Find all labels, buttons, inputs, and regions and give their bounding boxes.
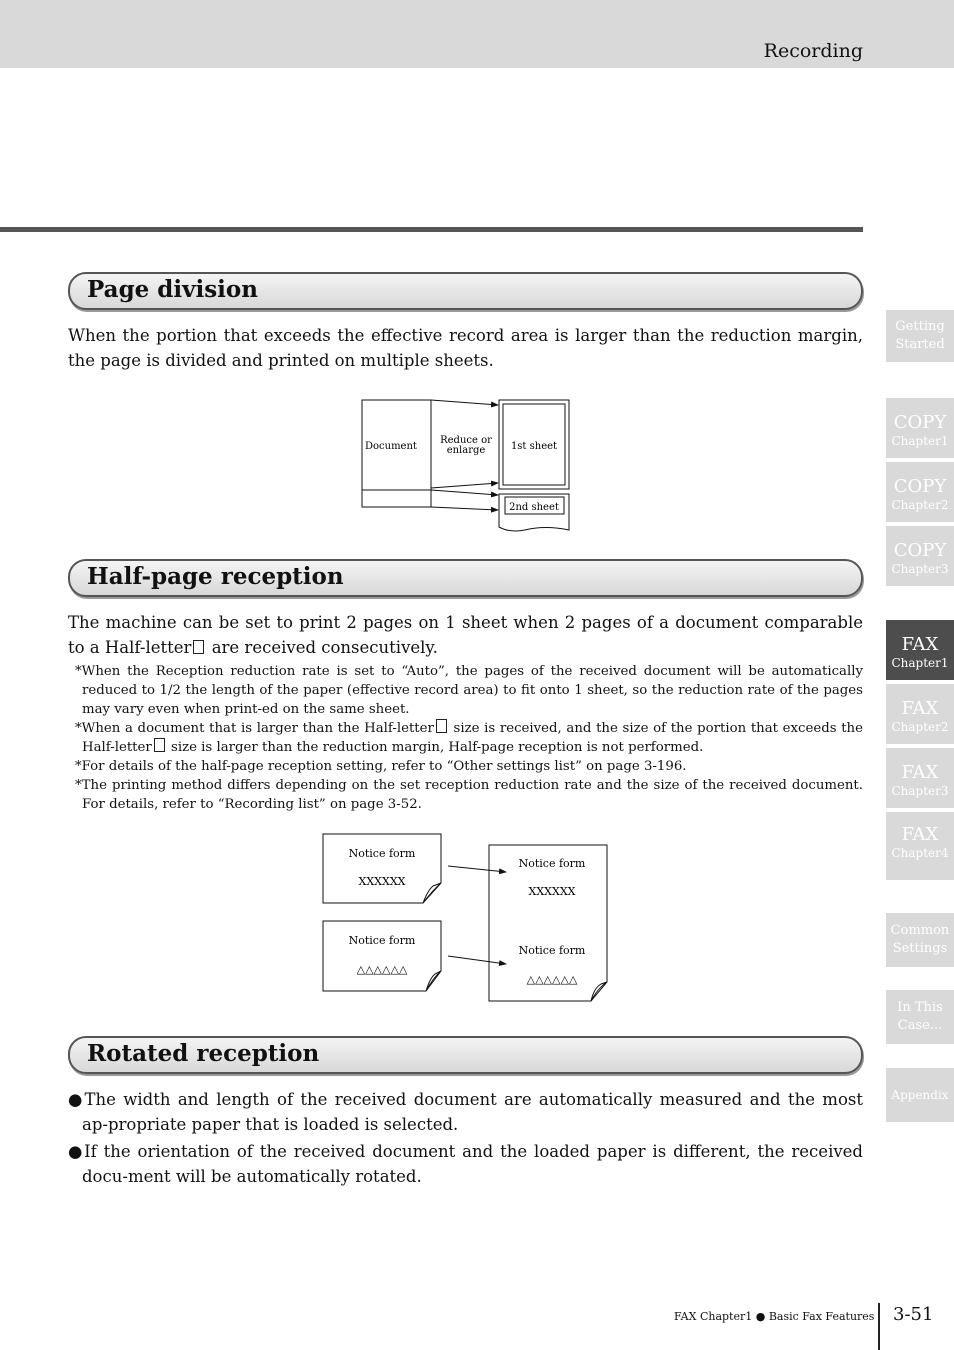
tab-copy-chapter2[interactable]: COPY Chapter2 xyxy=(886,462,954,522)
svg-text:Reduce or: Reduce or xyxy=(440,435,492,446)
label-1st-sheet: 1st sheet xyxy=(510,441,558,452)
section-heading-rotated xyxy=(68,1036,863,1074)
section-heading-page-division xyxy=(68,272,863,310)
note-1: *When the Reception reduction rate is set to “Auto”, the pages of the received document will be automatically reduced to 1/2 the length of the paper (effective record area) to fit onto 1 sheet, so the reduction rate of the pages may vary even when print-ed on the same sheet. xyxy=(75,664,863,717)
note-4: *The printing method differs depending on the set reception reduction rate and the size of the received document. For details, refer to “Recording list” on page 3-52. xyxy=(75,778,863,812)
tab-fax-chapter1[interactable]: FAX Chapter1 xyxy=(886,620,954,680)
page-division-text: When the portion that exceeds the effective record area is larger than the reduction margin, the page is divided and printed on multiple sheets. xyxy=(68,326,863,370)
half-page-notes xyxy=(68,662,863,814)
half-letter-icon xyxy=(154,738,165,752)
half-letter-icon xyxy=(193,640,204,654)
svg-text:XXXXXX: XXXXXX xyxy=(358,875,406,888)
note-3: *For details of the half-page reception setting, refer to “Other settings list” on page 3-196. xyxy=(75,759,687,774)
page-number: 3-51 xyxy=(893,1304,934,1325)
section-title: Rotated reception xyxy=(87,1040,320,1067)
section-title: Half-page reception xyxy=(87,563,344,590)
tab-fax-chapter3[interactable]: FAX Chapter3 xyxy=(886,748,954,808)
label-2nd-sheet: 2nd sheet xyxy=(509,502,559,513)
half-page-text: The machine can be set to print 2 pages on 1 sheet when 2 pages of a document comparable to a Half-letter are received consecutively. xyxy=(68,613,863,657)
tab-common-settings[interactable]: Common Settings xyxy=(886,913,954,967)
svg-text:enlarge: enlarge xyxy=(446,445,486,456)
svg-text:Notice form: Notice form xyxy=(518,857,586,870)
page-division-diagram xyxy=(355,395,580,535)
half-page-diagram xyxy=(318,828,618,1008)
tab-fax-chapter4[interactable]: FAX Chapter4 xyxy=(886,812,954,880)
svg-text:Notice form: Notice form xyxy=(518,944,586,957)
svg-text:Notice form: Notice form xyxy=(348,847,416,860)
footer-divider xyxy=(878,1303,880,1350)
svg-text:Notice form: Notice form xyxy=(348,934,416,947)
note-2: *When a document that is larger than the Half-letter size is received, and the size of the portion that exceeds the Half-letter size is larger than the reduction margin, Half-page reception is not performed. xyxy=(75,721,863,755)
divider-rule xyxy=(0,227,863,232)
tab-in-this-case[interactable]: In This Case... xyxy=(886,990,954,1044)
document-box xyxy=(362,400,431,507)
section-heading-half-page xyxy=(68,559,863,597)
section-title: Page division xyxy=(87,276,258,303)
svg-text:XXXXXX: XXXXXX xyxy=(528,885,576,898)
tab-fax-chapter2[interactable]: FAX Chapter2 xyxy=(886,684,954,744)
svg-text:△△△△△△: △△△△△△ xyxy=(356,963,408,976)
rotated-bullet-1: ●The width and length of the received document are automatically measured and the most ap-propriate paper that is loaded is selected. xyxy=(68,1090,863,1134)
tab-copy-chapter1[interactable]: COPY Chapter1 xyxy=(886,398,954,458)
page-header xyxy=(0,0,954,68)
half-letter-icon xyxy=(436,719,447,733)
tab-copy-chapter3[interactable]: COPY Chapter3 xyxy=(886,526,954,586)
rotated-bullet-2: ●If the orientation of the received document and the loaded paper is different, the received docu-ment will be automatically rotated. xyxy=(68,1142,863,1186)
tab-appendix[interactable]: Appendix xyxy=(886,1068,954,1122)
header-title: Recording xyxy=(763,40,863,62)
svg-text:△△△△△△: △△△△△△ xyxy=(526,973,578,986)
label-document: Document xyxy=(365,441,417,452)
footer-chapter-text: FAX Chapter1 ● Basic Fax Features xyxy=(674,1310,875,1323)
tab-getting-started[interactable]: Getting Started xyxy=(886,310,954,362)
